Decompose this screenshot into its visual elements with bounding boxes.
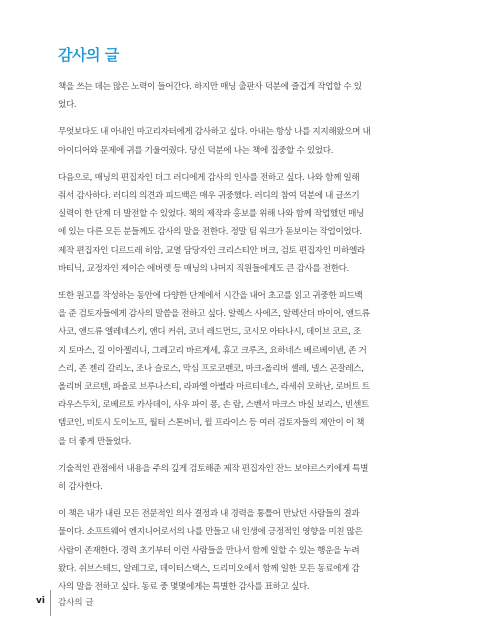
- text-line: 바티닉, 교정자인 제이슨 에버렛 등 매닝의 나머지 직원들에게도 큰 감사를 전한다.: [58, 263, 349, 274]
- text-line: 에 있는 다른 모든 분들께도 감사의 말을 전한다. 정말 팀 워크가 돋보이는 작업이었다.: [58, 227, 362, 238]
- text-line: 사의 말을 전하고 싶다. 동료 중 몇몇에게는 특별한 감사를 표하고 싶다.: [58, 582, 310, 593]
- footer-divider: [50, 590, 51, 616]
- paragraph: [58, 169, 442, 278]
- text-line: 사코, 앤드류 엘레네스키, 앤디 커쉬, 코너 레드먼드, 코시모 아타나시, 데이브 코르, 조: [58, 327, 361, 338]
- text-line: 물이다. 소프트웨어 엔지니어로서의 나를 만들고 내 인생에 긍정적인 영향을 미친 많은: [58, 527, 363, 538]
- text-line: 히 감사한다.: [58, 482, 103, 493]
- text-line: 템코인, 비토시 도이노프, 월터 스톤버너, 윌 프라이스 등 여러 검토자들의 제안이 이 책: [58, 418, 365, 429]
- text-line: 실력이 한 단계 더 발전할 수 있었다. 책의 제작과 홍보를 위해 나와 함께 작업했던 매닝: [58, 209, 365, 220]
- text-line: 을 준 검토자들에게 감사의 말씀을 전하고 싶다. 알렉스 사에즈, 알렉산더 바이어, 앤드류: [58, 309, 370, 320]
- text-line: 기술적인 관점에서 내용을 주의 깊게 검토해준 제작 편집자인 잔느 보야르스키에게 특별: [58, 463, 369, 474]
- running-head: 감사의 글: [58, 598, 94, 608]
- text-line: 었다.: [58, 100, 77, 111]
- text-line: 왔다. 쉬브스테드, 알레그로, 데이터스택스, 드리미오에서 함께 일한 모든 동료에게 감: [58, 563, 360, 574]
- text-line: 아이디어와 문제에 귀를 기울여줬다. 당신 덕분에 나는 책에 집중할 수 있었다.: [58, 145, 334, 156]
- paragraph: [58, 287, 442, 451]
- text-line: 이 책은 내가 내린 모든 전문적인 의사 결정과 내 경력을 통틀어 만났던 사람들의 결과: [58, 509, 360, 520]
- text-line: 책을 쓰는 데는 많은 노력이 들어간다. 하지만 매닝 출판사 덕분에 즐겁게 작업할 수 있: [58, 82, 362, 92]
- text-line: 또한 원고를 작성하는 동안에 다양한 단계에서 시간을 내어 초고를 읽고 귀중한 피드백: [58, 291, 363, 302]
- text-line: 사람이 존재한다. 경력 초기부터 이런 사람들을 만나서 함께 일할 수 있는 행운을 누려: [58, 545, 360, 556]
- paragraph: [58, 78, 442, 114]
- text-line: 지 토마스, 길 이아젤리니, 그레고리 바르게세, 휴고 크루즈, 요하네스 베르베이넨, 존 거: [58, 345, 367, 356]
- text-line: 올리버 코르텐, 파올로 브루나스티, 라파엘 아벨라 마르티네스, 라세쉬 모하난, 로버트 트: [58, 382, 370, 393]
- page-title: 감사의 글: [58, 46, 119, 64]
- text-line: 무엇보다도 내 아내인 마고리자터에게 감사하고 싶다. 아내는 항상 나를 지지해왔으며 내: [58, 127, 371, 138]
- body-text: [58, 78, 442, 605]
- page-footer: [36, 590, 156, 616]
- paragraph: [58, 505, 442, 596]
- text-line: 제작 편집자인 디르드레 히암, 교열 담당자인 크리스티안 버크, 검토 편집자인 미하엘라: [58, 245, 365, 256]
- text-line: 스리, 존 젠리 갈리노, 조나 슬로스, 막심 프로코펜코, 마크-올리버 셸레, 넬스 곤잘레스,: [58, 363, 364, 374]
- paragraph: [58, 123, 442, 159]
- page-number: vi: [36, 596, 45, 606]
- text-line: 줘서 감사하다. 러디의 의견과 피드백은 매우 귀중했다. 러디의 참여 덕분에 내 글쓰기: [58, 191, 360, 202]
- text-line: 을 더 좋게 만들었다.: [58, 436, 132, 447]
- paragraph: [58, 460, 442, 496]
- text-line: 라우스두치, 로베르토 카사데이, 사우 파이 퐁, 손 람, 스벤서 마크스 바실 보리스, 빈센트: [58, 400, 369, 411]
- text-line: 다음으로, 매닝의 편집자인 더그 러디에게 감사의 인사를 전하고 싶다. 나와 함께 일해: [58, 172, 360, 183]
